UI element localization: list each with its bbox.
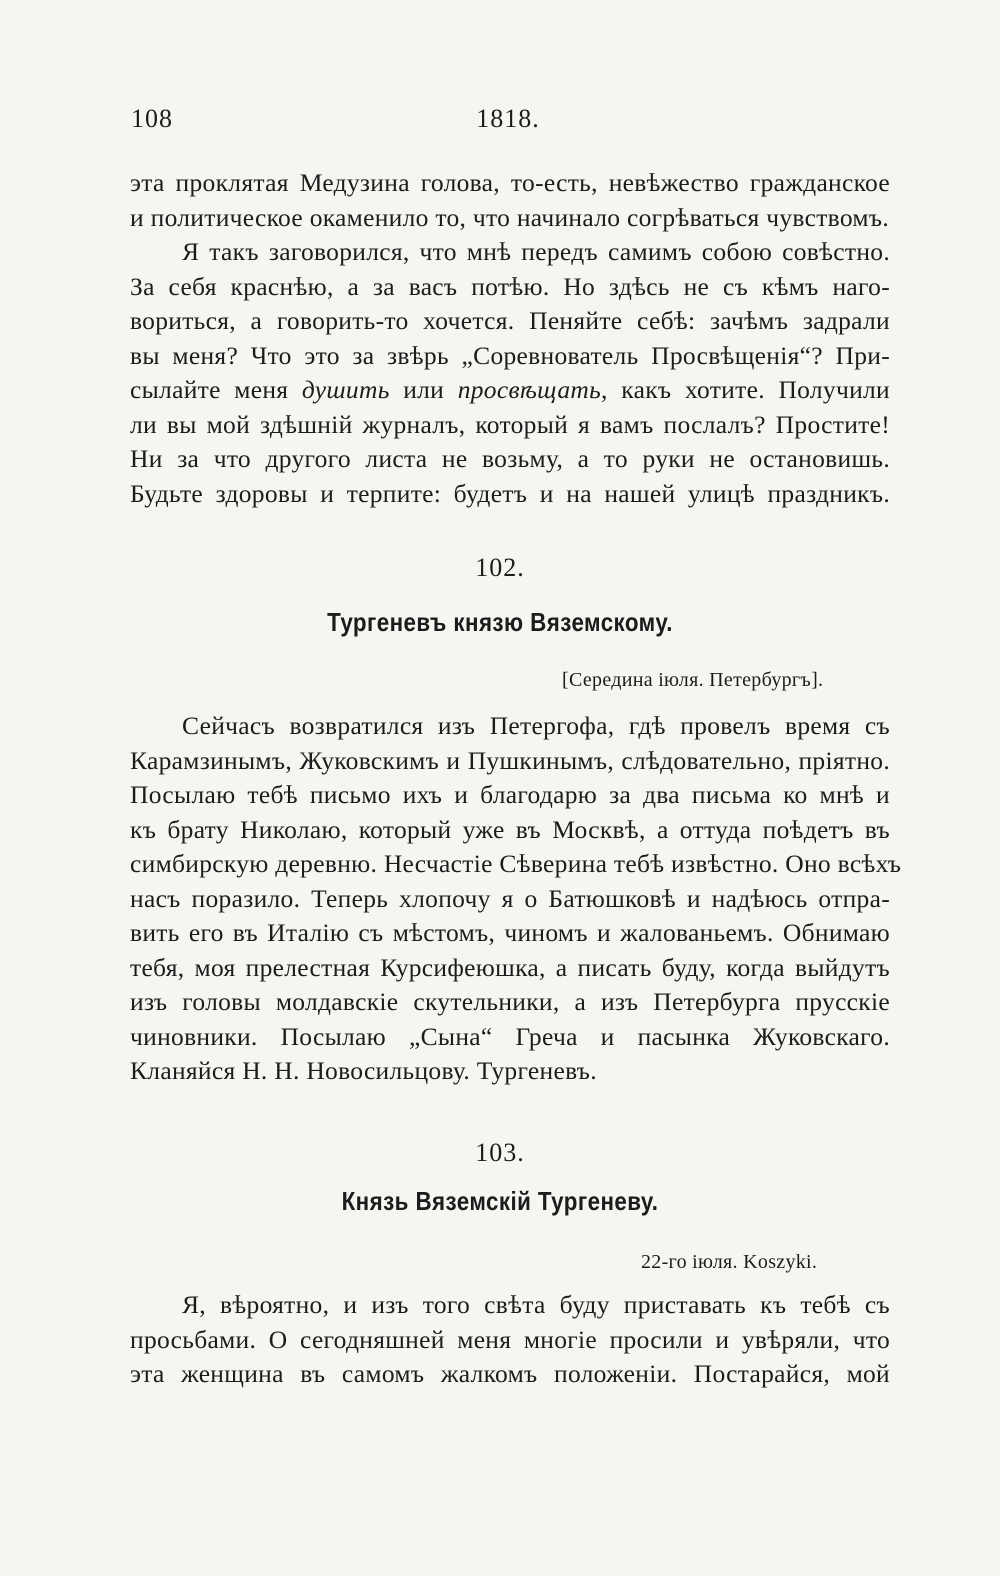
text-line: ли вы мой здѣшній журналъ, который я вамъ послалъ? Простите! <box>130 409 890 439</box>
letter-title: Князь Вяземскій Тургеневу. <box>341 1186 659 1216</box>
text-line: къ брату Николаю, который уже въ Москвѣ, а оттуда поѣдетъ въ <box>130 814 890 844</box>
text-line: тебя, моя прелестная Курсифеюшка, а писать буду, когда выйдутъ <box>130 952 890 982</box>
text-line: изъ головы молдавскіе скутельники, а изъ Петербурга прусскіе <box>130 987 890 1016</box>
italic-word: просвѣщать <box>457 375 602 404</box>
text-run: или <box>389 375 458 404</box>
text-line: Я такъ заговорился, что мнѣ передъ самимъ собою совѣстно. <box>182 237 890 266</box>
text-line: Ни за что другого листа не возьму, а то руки не остановишь. <box>130 444 890 473</box>
text-line: Карамзинымъ, Жуковскимъ и Пушкинымъ, слѣдовательно, пріятно. <box>130 745 890 775</box>
text-line: и политическое окаменило то, что начинало согрѣваться чувствомъ. <box>130 202 890 232</box>
letter-dateline: [Середина іюля. Петербургъ]. <box>562 669 824 691</box>
page-number: 108 <box>131 104 173 133</box>
italic-word: душить <box>301 375 390 404</box>
text-line: эта проклятая Медузина голова, то-есть, невѣжество гражданское <box>130 168 890 197</box>
text-run: , какъ хотите. Получили <box>601 375 890 404</box>
text-line: Кланяйся Н. Н. Новосильцову. Тургеневъ. <box>130 1056 597 1085</box>
running-head-year: 1818. <box>476 104 540 133</box>
text-line-with-italics <box>130 373 890 408</box>
text-line: Я, вѣроятно, и изъ того свѣта буду приставать къ тебѣ съ <box>182 1290 890 1319</box>
text-run: сылайте меня <box>130 375 302 404</box>
text-line: Сейчасъ возвратился изъ Петергофа, гдѣ провелъ время съ <box>182 711 890 740</box>
intro-paragraph-2 <box>130 235 890 511</box>
text-line: вориться, а говорить-то хочется. Пеняйте себѣ: зачѣмъ задрали <box>130 306 890 335</box>
text-line: насъ поразило. Теперь хлопочу я о Батюшковѣ и надѣюсь отпра- <box>130 883 890 913</box>
letter-number: 103. <box>475 1138 525 1167</box>
text-line: За себя краснѣю, а за васъ потѣю. Но здѣсь не съ кѣмъ наго- <box>130 271 890 301</box>
text-line: симбирскую деревню. Несчастіе Сѣверина тебѣ извѣстно. Оно всѣхъ <box>130 849 902 878</box>
letter-body <box>130 1288 890 1392</box>
letter-dateline: 22-го іюля. Koszyki. <box>641 1251 818 1273</box>
letter-body <box>130 709 902 1089</box>
text-line: вы меня? Что это за звѣрь „Соревнователь Просвѣщенія“? При- <box>130 340 890 370</box>
text-line: просьбами. О сегодняшней меня многіе просили и увѣряли, что <box>130 1324 890 1354</box>
running-head <box>128 104 888 144</box>
letter-title: Тургеневъ князю Вяземскому. <box>327 607 673 637</box>
intro-paragraph <box>130 166 890 235</box>
text-line: вить его въ Италію съ мѣстомъ, чиномъ и жалованьемъ. Обнимаю <box>130 918 890 947</box>
text-line: чиновники. Посылаю „Сына“ Греча и пасынка Жуковскаго. <box>130 1021 890 1051</box>
text-line: Посылаю тебѣ письмо ихъ и благодарю за два письма ко мнѣ и <box>130 780 890 809</box>
text-line: эта женщина въ самомъ жалкомъ положеніи. Постарайся, мой <box>130 1359 890 1388</box>
text-line: Будьте здоровы и терпите: будетъ и на нашей улицѣ праздникъ. <box>130 478 890 508</box>
letter-number: 102. <box>475 553 525 582</box>
